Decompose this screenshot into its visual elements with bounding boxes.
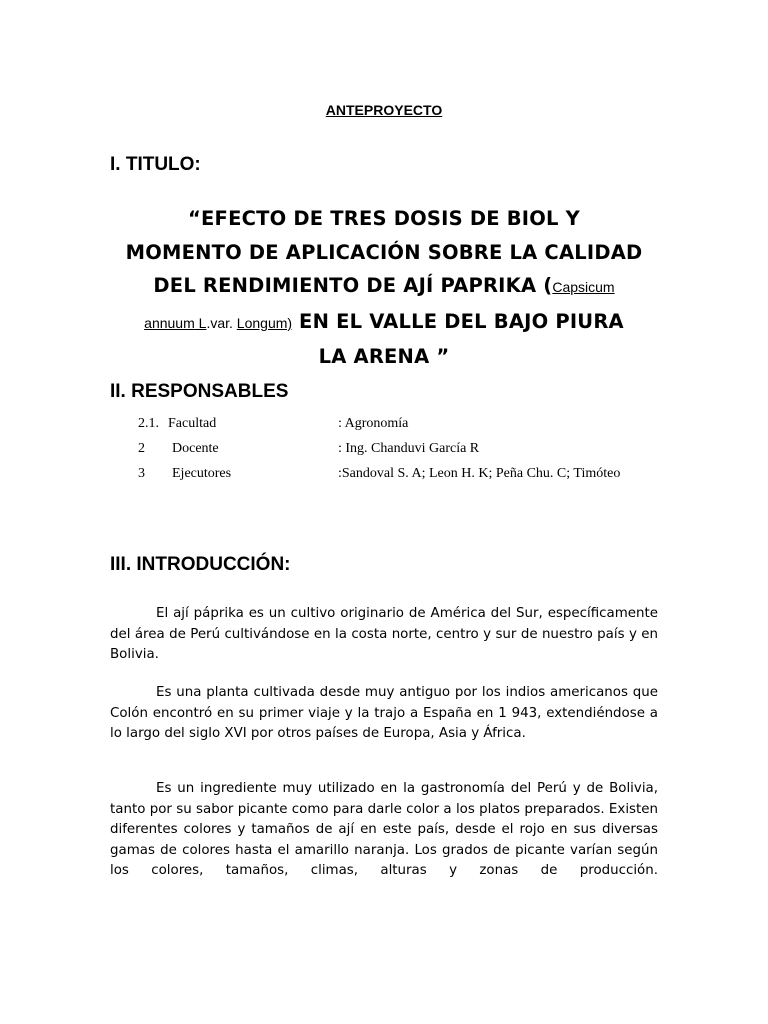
intro-paragraph-2 xyxy=(110,683,658,745)
responsable-number: 2 xyxy=(138,441,145,456)
intro-paragraph-3-text: Es un ingrediente muy utilizado en la gastronomía del Perú y de Bolivia, tanto por su sabor picante como para darle color a los platos preparados. Existen diferentes colores y tamaños de ají en este país, desde el rojo en sus diversas gamas de colores hasta el amarillo naranja. Los grados de picante varían según los colores, tamaños, climas, alturas y zonas de producción. xyxy=(110,781,658,878)
responsable-value: : Ing. Chanduvi García R xyxy=(338,441,480,456)
responsable-value: :Sandoval S. A; Leon H. K; Peña Chu. C; Timóteo xyxy=(338,466,621,481)
title-line-5: LA ARENA ” xyxy=(318,345,450,369)
section-heading-responsables: II. RESPONSABLES xyxy=(110,381,289,402)
responsable-label: Ejecutores xyxy=(172,466,232,481)
responsable-number: 2.1. xyxy=(138,416,159,431)
title-line-2: MOMENTO DE APLICACIÓN SOBRE LA CALIDAD xyxy=(125,240,643,264)
intro-paragraph-1 xyxy=(110,604,658,666)
scientific-name-longum: Longum) xyxy=(236,314,293,331)
title-line-1: “EFECTO DE TRES DOSIS DE BIOL Y xyxy=(188,207,580,230)
title-line-3-text: DEL RENDIMIENTO DE AJÍ PAPRIKA ( xyxy=(153,274,553,298)
section-heading-titulo: I. TITULO: xyxy=(110,154,201,175)
scientific-name-var: .var. xyxy=(206,314,237,331)
scientific-name-annuum: annuum xyxy=(144,314,195,331)
title-line-4 xyxy=(108,305,660,341)
responsable-number: 3 xyxy=(138,466,145,481)
project-title xyxy=(108,202,660,374)
responsable-label: Facultad xyxy=(168,416,217,431)
document-label: ANTEPROYECTO xyxy=(325,102,443,118)
intro-paragraph-2-text: Es una planta cultivada desde muy antiguo por los indios americanos que Colón encontró en su primer viaje y la trajo a España en 1 943, extendiéndose a lo largo del siglo XVI por otros países de Europa, Asia y África. xyxy=(110,685,658,741)
responsable-label: Docente xyxy=(172,441,219,456)
intro-paragraph-3 xyxy=(110,779,658,882)
title-line-4-text: EN EL VALLE DEL BAJO PIURA xyxy=(292,309,624,333)
title-line-3 xyxy=(108,269,660,305)
scientific-name-l: L xyxy=(194,314,207,331)
intro-paragraph-1-text: El ají páprika es un cultivo originario de América del Sur, específicamente del área de Perú cultivándose en la costa norte, centro y sur de nuestro país y en Bolivia. xyxy=(110,606,658,662)
scientific-name-capsicum: Capsicum xyxy=(552,279,615,296)
responsable-value: : Agronomía xyxy=(338,416,409,431)
section-heading-introduccion: III. INTRODUCCIÓN: xyxy=(110,554,291,575)
